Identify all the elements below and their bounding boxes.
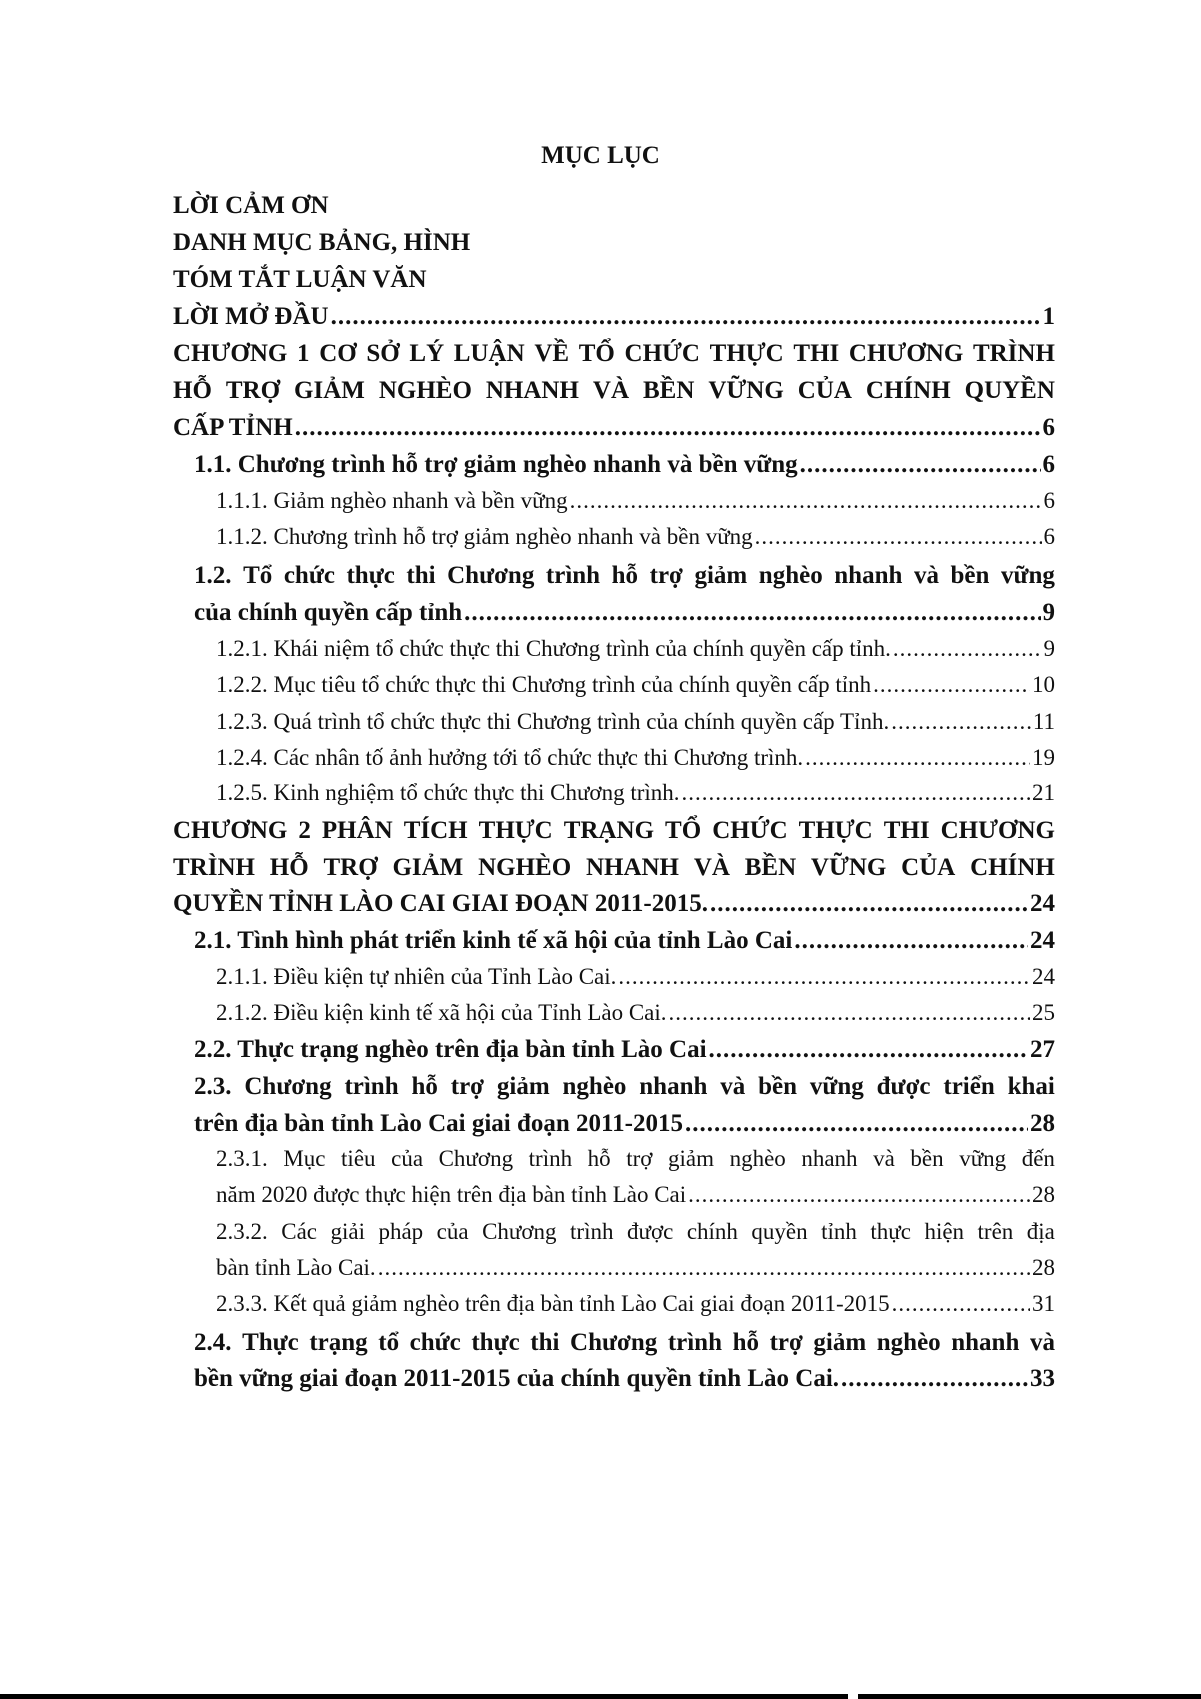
toc-entry[interactable] <box>173 230 1055 255</box>
toc-entry-page: 9 <box>1042 599 1055 626</box>
toc-entry-word: 2 <box>298 817 311 844</box>
toc-entry-word: HỖ <box>269 854 309 881</box>
toc-entry-word: VÀ <box>592 377 630 404</box>
toc-entry-word: tỉnh <box>821 1219 857 1244</box>
toc-entry-word: HỖ <box>173 377 212 404</box>
toc-entry[interactable] <box>216 1147 1055 1170</box>
toc-entry-word: trợ <box>649 562 683 589</box>
dot-leader <box>669 1001 1030 1024</box>
toc-entry-word: và <box>913 562 939 589</box>
toc-entry-title: 2.2. Thực trạng nghèo trên địa bàn tỉnh Lào Cai <box>194 1036 707 1063</box>
toc-entry-word: CHƯƠNG <box>173 817 288 844</box>
toc-entry[interactable] <box>216 746 1055 769</box>
toc-entry-page: 28 <box>1032 1182 1055 1207</box>
dot-leader <box>893 637 1042 660</box>
toc-entry-word: thực <box>346 562 395 589</box>
dot-leader <box>710 891 1028 916</box>
toc-entry-word: vững <box>1000 562 1055 589</box>
toc-entry-word: hỗ <box>411 1073 438 1100</box>
toc-entry-word: trợ <box>450 1073 485 1100</box>
toc-entry[interactable] <box>194 928 1055 953</box>
toc-entry-word: tổ <box>378 1329 400 1356</box>
toc-entry-word: THỰC <box>478 817 553 844</box>
toc-entry-word: bền <box>950 562 990 589</box>
toc-entry-page: 21 <box>1032 780 1055 805</box>
toc-entry-word: chức <box>409 1329 461 1356</box>
toc-entry-title: 1.1.2. Chương trình hỗ trợ giảm nghèo nhanh và bền vững <box>216 524 753 549</box>
toc-entry-word: tiêu <box>341 1146 376 1171</box>
toc-entry-title: 1.2.2. Mục tiêu tổ chức thực thi Chương trình của chính quyền cấp tỉnh <box>216 672 872 697</box>
toc-entry-page: 10 <box>1032 672 1055 697</box>
toc-entry-title: LỜI CẢM ƠN <box>173 192 329 219</box>
toc-entry-page: 6 <box>1043 524 1055 549</box>
page-title: MỤC LỤC <box>541 142 660 169</box>
toc-entry-word: trình <box>344 1073 399 1100</box>
toc-entry-word: Chương <box>447 562 535 589</box>
toc-entry-word: giảm <box>496 1073 550 1100</box>
toc-entry-page: 9 <box>1043 636 1055 661</box>
toc-entry-page: 28 <box>1030 1110 1055 1137</box>
toc-entry-word: VỮNG <box>810 854 887 881</box>
toc-entry-page: 25 <box>1032 1000 1055 1025</box>
toc-entry-word: NGHÈO <box>378 377 472 404</box>
toc-entry-word: Chương <box>570 1329 658 1356</box>
toc-entry-word: trình <box>545 562 601 589</box>
toc-entry-word: hiện <box>924 1219 965 1244</box>
toc-entry-word: CỦA <box>797 377 852 404</box>
dot-leader <box>618 965 1030 988</box>
toc-entry-word: nhanh <box>639 1073 708 1100</box>
bottom-border-line <box>0 1694 1201 1699</box>
toc-entry[interactable] <box>194 563 1055 588</box>
toc-entry-word: QUYỀN <box>964 377 1055 404</box>
toc-entry-page: 24 <box>1032 964 1055 989</box>
toc-entry-word: PHÂN <box>321 817 393 844</box>
toc-entry[interactable] <box>216 1220 1055 1243</box>
toc-entry-title: 1.2.3. Quá trình tổ chức thực thi Chương trình của chính quyền cấp Tỉnh. <box>216 709 890 734</box>
toc-entry-word: GIẢM <box>294 377 365 404</box>
toc-entry-word: và <box>720 1073 746 1100</box>
toc-entry-word: NGHÈO <box>478 854 572 881</box>
toc-entry-word: NHANH <box>485 377 579 404</box>
toc-entry-title: 1.2.1. Khái niệm tổ chức thực thi Chương trình của chính quyền cấp tỉnh. <box>216 636 891 661</box>
toc-entry-word: Các <box>281 1219 317 1244</box>
toc-entry-word: CHƯƠNG <box>848 340 964 367</box>
toc-entry-word: CHỨC <box>624 340 700 367</box>
toc-entry-word: TRÌNH <box>173 854 255 881</box>
toc-entry-word: hỗ <box>611 562 639 589</box>
toc-entry-word: giảm <box>813 1329 867 1356</box>
toc-entry-word: của <box>436 1219 469 1244</box>
toc-entry[interactable] <box>194 1037 1055 1062</box>
toc-entry[interactable] <box>194 1074 1055 1099</box>
toc-entry-title: 2.3.3. Kết quả giảm nghèo trên địa bàn tỉnh Lào Cai giai đoạn 2011-2015 <box>216 1291 890 1316</box>
toc-entry-word: 1 <box>297 340 310 367</box>
toc-entry-word: THỰC <box>709 340 784 367</box>
toc-entry-word: GIẢM <box>392 854 464 881</box>
toc-entry-title: 1.1.1. Giảm nghèo nhanh và bền vững <box>216 488 568 513</box>
toc-entry-word: được <box>876 1073 931 1100</box>
dot-leader <box>805 746 1030 769</box>
toc-entry-word: CHÍNH <box>865 377 951 404</box>
toc-entry-word: TRỢ <box>323 854 378 881</box>
toc-entry-word: 2.4. <box>194 1329 232 1356</box>
toc-entry-title: 1.1. Chương trình hỗ trợ giảm nghèo nhanh và bền vững <box>194 451 798 478</box>
dot-leader <box>688 1183 1030 1206</box>
toc-entry-word: hỗ <box>587 1146 611 1171</box>
dot-leader <box>378 1256 1030 1279</box>
toc-entry-word: đến <box>1021 1146 1055 1171</box>
toc-entry-word: Chương <box>244 1073 332 1100</box>
dot-leader <box>794 928 1028 953</box>
toc-entry-word: nhanh <box>834 562 903 589</box>
toc-entry[interactable] <box>216 710 1055 733</box>
toc-entry-title: QUYỀN TỈNH LÀO CAI GIAI ĐOẠN 2011-2015. <box>173 890 709 917</box>
toc-entry-word: trợ <box>769 1329 803 1356</box>
toc-entry-title: của chính quyền cấp tỉnh <box>194 599 463 626</box>
toc-entry-word: LÝ <box>409 340 445 367</box>
toc-entry[interactable] <box>194 1330 1055 1355</box>
dot-leader <box>709 1037 1028 1062</box>
toc-entry[interactable] <box>216 1183 1055 1206</box>
toc-entry-word: CHƯƠNG <box>940 817 1055 844</box>
toc-entry[interactable] <box>216 781 1055 804</box>
toc-entry-word: TỔ <box>665 817 702 844</box>
toc-entry-page: 24 <box>1030 890 1055 917</box>
toc-entry-word: và <box>1029 1329 1055 1356</box>
toc-entry-word: nghèo <box>562 1073 627 1100</box>
toc-entry-word: bền <box>758 1073 798 1100</box>
toc-entry-title: 1.2.4. Các nhân tố ảnh hưởng tới tổ chức thực thi Chương trình. <box>216 745 804 770</box>
toc-entry-word: VÀ <box>693 854 730 881</box>
toc-entry-page: 6 <box>1042 451 1055 478</box>
toc-entry-word: BỀN <box>744 854 797 881</box>
toc-entry-word: LUẬN <box>453 340 525 367</box>
dot-leader <box>892 1292 1030 1315</box>
toc-entry-word: chính <box>686 1219 738 1244</box>
dot-leader <box>682 781 1030 804</box>
toc-entry-word: vững <box>959 1146 1007 1171</box>
toc-entry-word: vững <box>809 1073 864 1100</box>
toc-entry[interactable] <box>194 452 1055 477</box>
toc-entry-word: trợ <box>626 1146 653 1171</box>
toc-entry-word: BỀN <box>642 377 695 404</box>
toc-entry-page: 31 <box>1032 1291 1055 1316</box>
toc-entry-page: 27 <box>1030 1036 1055 1063</box>
toc-entry-page: 19 <box>1032 745 1055 770</box>
toc-entry[interactable] <box>173 415 1055 440</box>
toc-entry[interactable] <box>216 673 1055 696</box>
toc-entry-word: Chương <box>482 1219 557 1244</box>
toc-entry-word: THI <box>793 340 840 367</box>
toc-entry-title: 1.2.5. Kinh nghiệm tổ chức thực thi Chương trình. <box>216 780 680 805</box>
toc-entry-word: chức <box>283 562 335 589</box>
dot-leader <box>755 525 1042 548</box>
toc-entry-word: thi <box>406 562 436 589</box>
toc-entry[interactable] <box>173 891 1055 916</box>
toc-entry[interactable] <box>194 1366 1055 1391</box>
toc-entry-word: CỦA <box>901 854 956 881</box>
toc-entry-word: 2.3. <box>194 1073 232 1100</box>
toc-entry-word: trình <box>570 1219 614 1244</box>
toc-entry-word: hỗ <box>732 1329 759 1356</box>
toc-entry-word: trạng <box>309 1329 368 1356</box>
dot-leader <box>331 304 1041 329</box>
toc-entry-word: 2.3.2. <box>216 1219 268 1244</box>
toc-entry-title: DANH MỤC BẢNG, HÌNH <box>173 229 471 256</box>
toc-entry-title: 2.1.2. Điều kiện kinh tế xã hội của Tỉnh Lào Cai. <box>216 1000 667 1025</box>
toc-entry-title: LỜI MỞ ĐẦU <box>173 303 329 330</box>
toc-entry[interactable] <box>216 525 1055 548</box>
toc-entry-word: nhanh <box>951 1329 1020 1356</box>
toc-entry-word: trình <box>528 1146 573 1171</box>
toc-entry-word: THỰC <box>798 817 873 844</box>
toc-entry-word: giảm <box>694 562 748 589</box>
toc-entry[interactable] <box>173 378 1055 403</box>
toc-entry-word: VỮNG <box>708 377 784 404</box>
toc-entry-word: triển <box>943 1073 995 1100</box>
toc-entry-word: trên <box>977 1219 1014 1244</box>
toc-entry-word: TRỢ <box>225 377 281 404</box>
dot-leader <box>800 452 1041 477</box>
toc-entry-word: nghèo <box>876 1329 941 1356</box>
dot-leader <box>685 1111 1028 1136</box>
toc-entry-title: 2.1.1. Điều kiện tự nhiên của Tỉnh Lào Cai. <box>216 964 617 989</box>
toc-entry[interactable] <box>194 600 1055 625</box>
toc-entry-word: thực <box>870 1219 911 1244</box>
toc-entry-word: trình <box>667 1329 722 1356</box>
toc-entry-word: 1.2. <box>194 562 232 589</box>
toc-entry-title: CẤP TỈNH <box>173 414 293 441</box>
toc-entry-word: bền <box>910 1146 944 1171</box>
dot-leader <box>841 1366 1028 1391</box>
toc-entry-word: giải <box>330 1219 365 1244</box>
toc-entry-word: địa <box>1026 1219 1055 1244</box>
dot-leader <box>295 415 1041 440</box>
toc-entry-word: VỀ <box>534 340 570 367</box>
toc-entry-title: bàn tỉnh Lào Cai. <box>216 1255 376 1280</box>
toc-entry-title: trên địa bàn tỉnh Lào Cai giai đoạn 2011-2015 <box>194 1110 683 1137</box>
toc-entry-word: thực <box>471 1329 520 1356</box>
toc-entry[interactable] <box>173 193 1055 218</box>
toc-entry-word: CƠ <box>319 340 357 367</box>
toc-entry-word: 2.3.1. <box>216 1146 268 1171</box>
toc-entry-word: TÍCH <box>403 817 468 844</box>
toc-entry-title: 2.1. Tình hình phát triển kinh tế xã hội của tỉnh Lào Cai <box>194 927 793 954</box>
dot-leader <box>570 489 1042 512</box>
toc-entry-page: 11 <box>1032 709 1055 734</box>
toc-entry-word: TRÌNH <box>972 340 1055 367</box>
toc-entry-word: quyền <box>751 1219 808 1244</box>
toc-entry-word: nghèo <box>729 1146 786 1171</box>
toc-entry-word: CHỨC <box>712 817 788 844</box>
toc-entry-word: Thực <box>242 1329 299 1356</box>
toc-entry-word: giảm <box>668 1146 714 1171</box>
toc-entry-word: thi <box>530 1329 560 1356</box>
toc-entry[interactable] <box>216 965 1055 988</box>
toc-entry-word: CHƯƠNG <box>173 340 288 367</box>
toc-entry-word: THI <box>883 817 930 844</box>
toc-entry-word: của <box>391 1146 424 1171</box>
toc-entry-title: TÓM TẮT LUẬN VĂN <box>173 266 427 293</box>
toc-entry[interactable] <box>173 855 1055 880</box>
toc-entry-word: SỞ <box>366 340 400 367</box>
toc-entry[interactable] <box>173 267 1055 292</box>
toc-entry[interactable] <box>216 1292 1055 1315</box>
toc-entry-page: 1 <box>1042 303 1055 330</box>
toc-entry[interactable] <box>216 1256 1055 1279</box>
toc-entry-page: 28 <box>1032 1255 1055 1280</box>
toc-entry[interactable] <box>173 304 1055 329</box>
dot-leader <box>873 673 1030 696</box>
toc-entry-title: bền vững giai đoạn 2011-2015 của chính quyền tỉnh Lào Cai. <box>194 1365 840 1392</box>
toc-entry[interactable] <box>173 341 1055 366</box>
toc-entry-word: CHÍNH <box>970 854 1055 881</box>
toc-entry-word: và <box>873 1146 895 1171</box>
toc-entry-word: nghèo <box>758 562 823 589</box>
toc-entry-page: 6 <box>1042 414 1055 441</box>
toc-entry[interactable] <box>216 637 1055 660</box>
toc-entry-title: năm 2020 được thực hiện trên địa bàn tỉnh Lào Cai <box>216 1182 687 1207</box>
toc-entry-word: nhanh <box>801 1146 858 1171</box>
toc-entry-word: được <box>626 1219 674 1244</box>
toc-entry[interactable] <box>173 818 1055 843</box>
dot-leader <box>891 710 1031 733</box>
toc-entry[interactable] <box>194 1111 1055 1136</box>
toc-entry-page: 33 <box>1030 1365 1055 1392</box>
toc-entry[interactable] <box>216 1001 1055 1024</box>
toc-entry-word: TRẠNG <box>563 817 655 844</box>
toc-entry-word: pháp <box>378 1219 424 1244</box>
toc-entry-word: TỔ <box>578 340 615 367</box>
toc-entry-word: NHANH <box>585 854 680 881</box>
toc-entry-word: Mục <box>283 1146 326 1171</box>
toc-entry-page: 24 <box>1030 927 1055 954</box>
toc-entry-word: khai <box>1007 1073 1055 1100</box>
toc-entry-word: Chương <box>438 1146 514 1171</box>
toc-entry-page: 6 <box>1043 488 1055 513</box>
toc-entry-word: Tổ <box>243 562 273 589</box>
dot-leader <box>464 600 1040 625</box>
toc-entry[interactable] <box>216 489 1055 512</box>
